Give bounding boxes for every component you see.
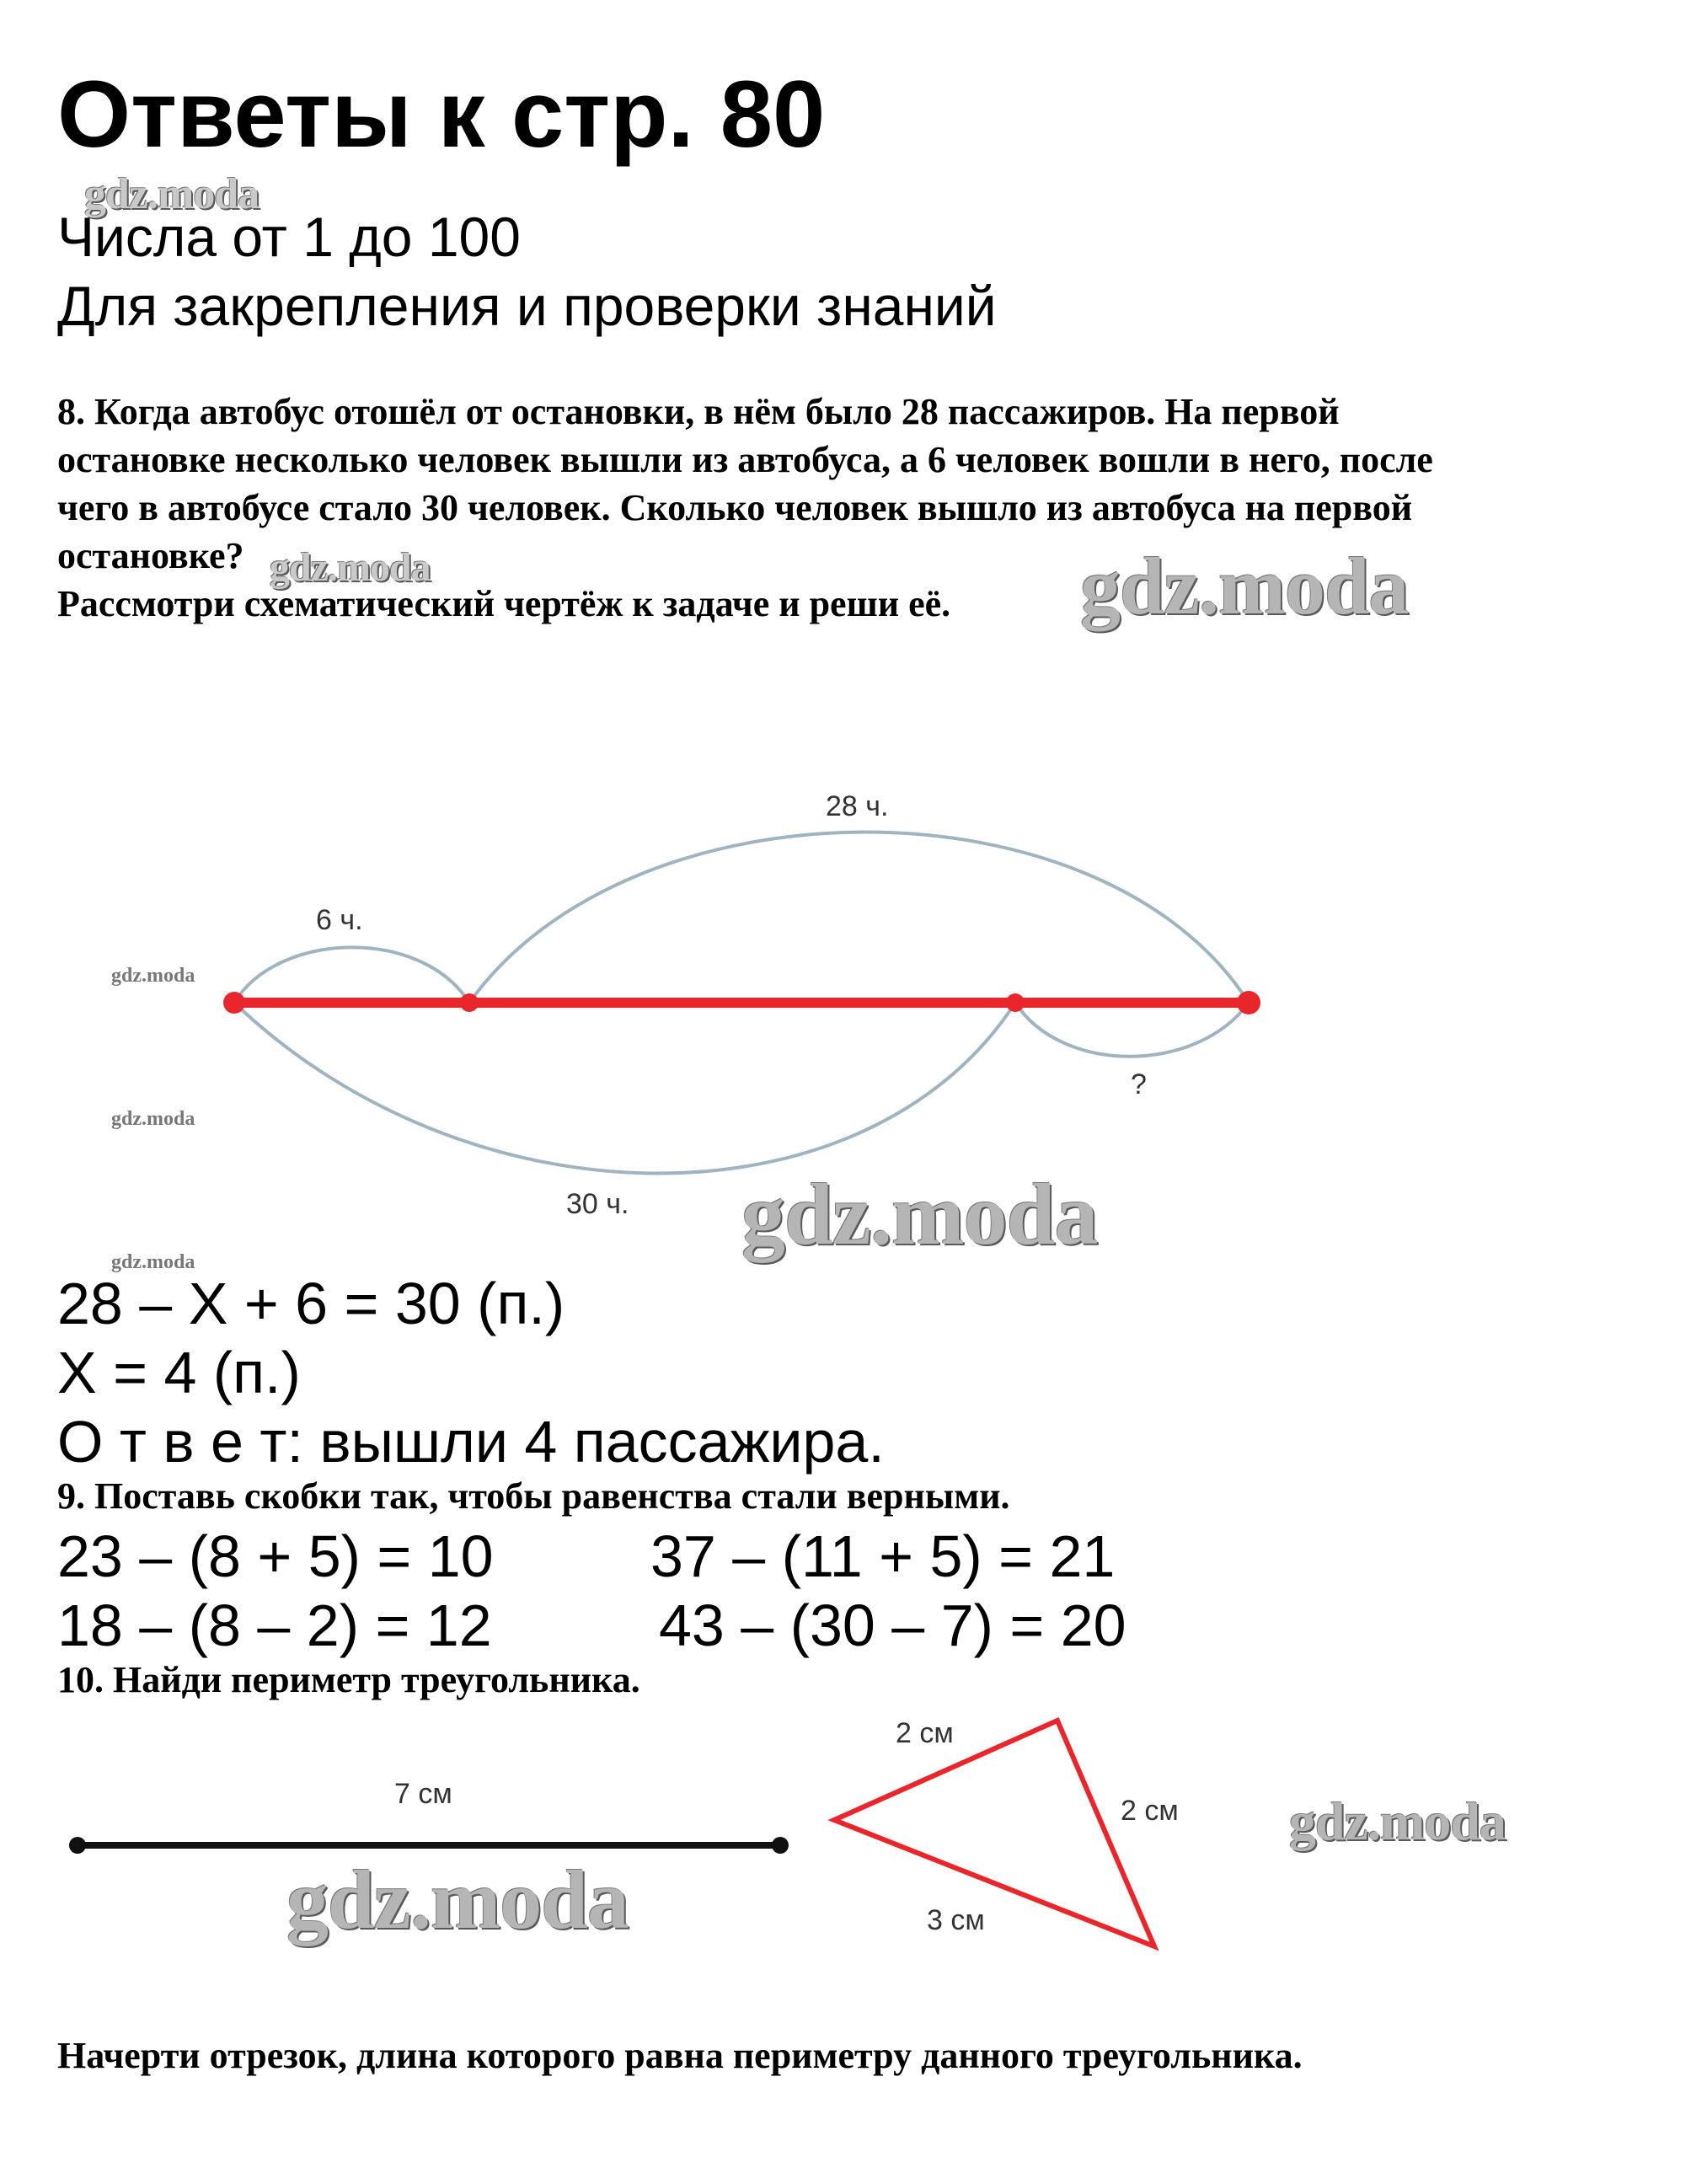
task9-eq4: 43 – (30 – 7) = 20 <box>659 1592 1126 1658</box>
label-28: 28 ч. <box>826 790 889 822</box>
point-3 <box>1006 993 1025 1012</box>
task9-text: 9. Поставь скобки так, чтобы равенства стали верными. <box>57 1475 1010 1517</box>
task8-line3: чего в автобусе стало 30 человек. Сколько человек вышло из автобуса на первой <box>57 487 1413 528</box>
point-2 <box>460 993 479 1012</box>
task10-text: 10. Найди периметр треугольника. <box>57 1659 640 1700</box>
task8-line2: остановке несколько человек вышли из автобуса, а 6 человек вошли в него, после <box>57 439 1433 480</box>
watermark-logo-small: gdz.moda <box>111 1108 195 1130</box>
arc-6 <box>234 947 469 1003</box>
point-start <box>223 992 245 1014</box>
watermark-logo: gdz.moda <box>741 1166 1098 1263</box>
watermark-logo: gdz.moda <box>1289 1791 1506 1851</box>
watermark-logo: gdz.moda <box>286 1853 629 1946</box>
task8-line1: 8. Когда автобус отошёл от остановки, в нём было 28 пассажиров. На первой <box>57 391 1340 432</box>
task8-line4: остановке? <box>57 535 244 576</box>
triangle-side-3: 3 см <box>927 1904 985 1936</box>
watermark-logo-small: gdz.moda <box>111 965 195 987</box>
label-question: ? <box>1131 1068 1147 1100</box>
arc-30 <box>234 1003 1015 1174</box>
watermark-logo-small: gdz.moda <box>111 1251 195 1273</box>
segment-end-left <box>69 1837 86 1854</box>
task8-line5: Рассмотри схематический чертёж к задаче и реши её. <box>57 583 951 624</box>
triangle <box>834 1721 1154 1946</box>
page-subtitle-2: Для закрепления и проверки знаний <box>57 275 997 337</box>
task9-eq3: 18 – (8 – 2) = 12 <box>57 1592 492 1658</box>
task9-eq2: 37 – (11 + 5) = 21 <box>650 1523 1116 1589</box>
point-end <box>1237 991 1260 1014</box>
solution-answer: О т в е т: вышли 4 пассажира. <box>57 1409 885 1475</box>
watermark-logo: gdz.moda <box>84 170 260 218</box>
label-30: 30 ч. <box>566 1188 629 1220</box>
label-6: 6 ч. <box>316 904 363 936</box>
watermark-logo: gdz.moda <box>270 545 431 590</box>
triangle-side-1: 2 см <box>896 1717 954 1749</box>
page-title: Ответы к стр. 80 <box>57 62 826 167</box>
watermark-logo: gdz.moda <box>1080 541 1409 631</box>
segment-label: 7 см <box>394 1778 452 1810</box>
solution-eq1: 28 – Х + 6 = 30 (п.) <box>57 1271 565 1336</box>
page-subtitle-1: Числа от 1 до 100 <box>57 206 521 268</box>
solution-eq2: Х = 4 (п.) <box>57 1340 301 1405</box>
segment-end-right <box>772 1837 789 1854</box>
triangle-side-2: 2 см <box>1121 1795 1179 1827</box>
task9-eq1: 23 – (8 + 5) = 10 <box>57 1523 494 1589</box>
task10-footer: Начерти отрезок, длина которого равна периметру данного треугольника. <box>57 2035 1303 2076</box>
arc-28 <box>469 832 1249 1004</box>
arc-question <box>1015 1003 1249 1057</box>
